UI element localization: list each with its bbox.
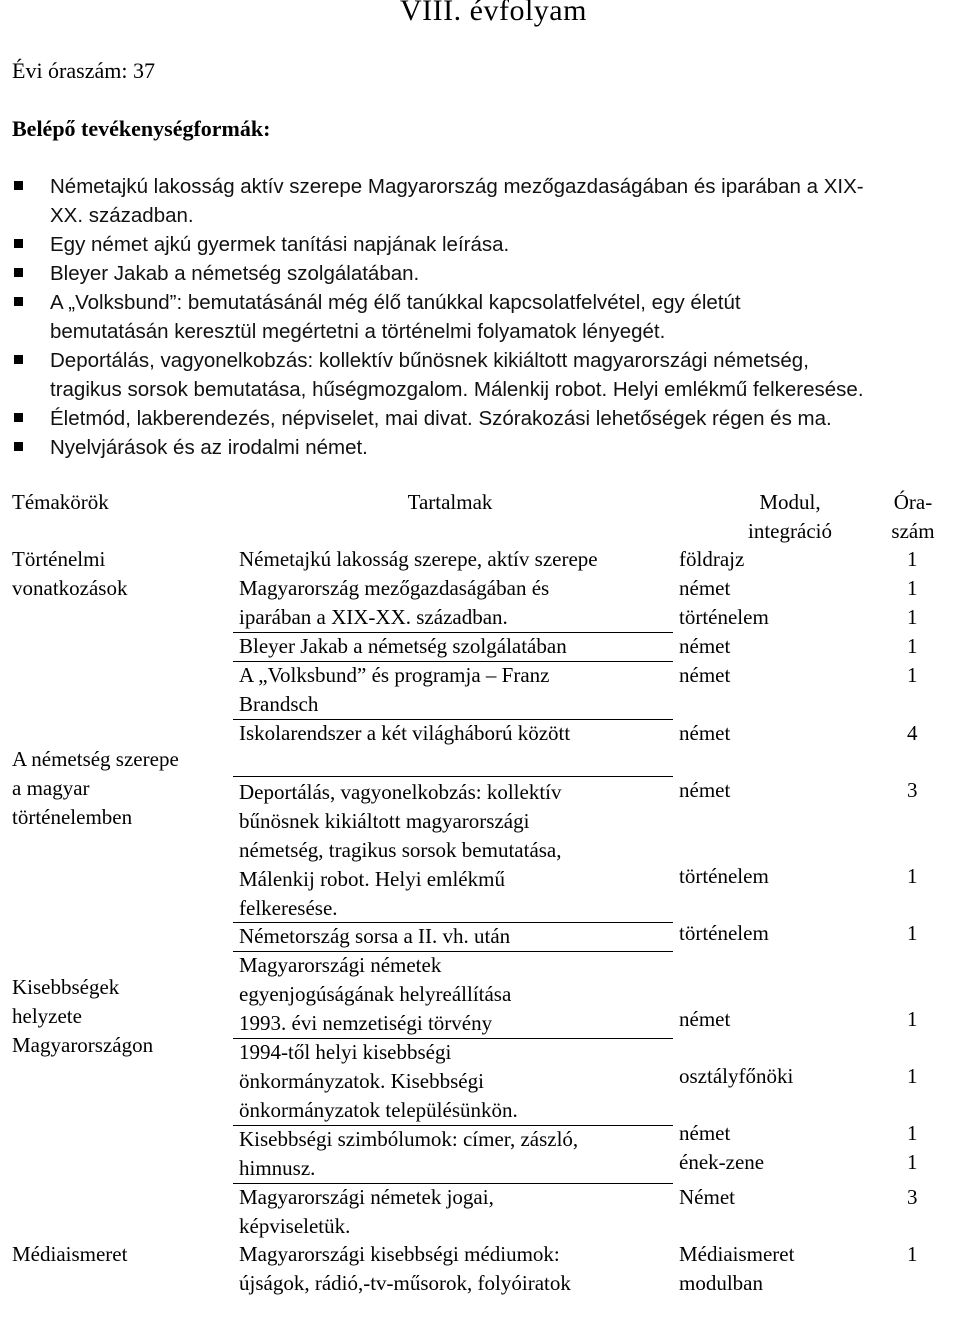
table-row-hours: 1: [907, 864, 918, 888]
header-contents: Tartalmak: [407, 490, 493, 514]
table-row-hours: 3: [907, 778, 918, 802]
table-row-hours: 1: [907, 634, 918, 658]
table-row-module: történelem: [679, 921, 769, 945]
table-row-hours: 1 1: [907, 1121, 918, 1174]
list-item-text: Bleyer Jakab a németség szolgálatában.: [50, 262, 420, 285]
header-topics: Témakörök: [12, 490, 109, 514]
table-row-content: Deportálás, vagyonelkobzás: kollektív bűnösnek kikiáltott magyarországi németség, tragikus sorsok bemutatása, Málenkij robot. Helyi emlékmű felkeresése.: [239, 780, 562, 920]
table-row-hours: 1: [907, 1064, 918, 1088]
table-row-content: 1994-től helyi kisebbségi önkormányzatok. Kisebbségi önkormányzatok településünkön.: [239, 1040, 518, 1122]
table-row-module: Német: [679, 1185, 735, 1209]
table-row-content: Magyarországi németek jogai, képviseletük.: [239, 1185, 494, 1238]
table-row-hours: 1 1 1: [907, 547, 918, 629]
list-item-text: A „Volksbund”: bemutatásánál még élő tanúkkal kapcsolatfelvétel, egy életút bemutatásán keresztül megértetni a történelmi folyamatok lényegét.: [50, 291, 741, 343]
table-row-module: német: [679, 778, 731, 802]
table-row-module: német: [679, 1007, 731, 1031]
table-row-module: történelem: [679, 864, 769, 888]
table-row-hours: 1: [907, 1007, 918, 1031]
table-row-content: Iskolarendszer a két világháború között: [239, 721, 571, 745]
table-row-content: Bleyer Jakab a németség szolgálatában: [239, 634, 567, 658]
table-row-content: Magyarországi kisebbségi médiumok: újságok, rádió,-tv-műsorok, folyóiratok: [239, 1242, 571, 1295]
header-module: Modul, integráció: [748, 490, 832, 543]
table-row-module: földrajz német történelem: [679, 547, 769, 629]
list-item-text: Németajkú lakosság aktív szerepe Magyarország mezőgazdaságában és iparában a XIX- XX. században.: [50, 175, 864, 227]
row-divider: [233, 776, 673, 777]
table-row-module: német: [679, 721, 731, 745]
table-row-hours: 4: [907, 721, 918, 745]
table-row-content: Németajkú lakosság szerepe, aktív szerepe Magyarország mezőgazdaságában és iparában a XIX-XX. században.: [239, 547, 598, 629]
list-item-text: Nyelvjárások és az irodalmi német.: [50, 436, 368, 459]
header-hours: Óra- szám: [891, 490, 935, 543]
page-title: VIII. évfolyam: [400, 0, 587, 27]
table-row-hours: 1: [907, 663, 918, 687]
annual-hours: Évi óraszám: 37: [12, 58, 155, 83]
table-row-content: Magyarországi németek egyenjogúságának helyreállítása 1993. évi nemzetiségi törvény: [239, 953, 512, 1035]
table-row-module: német: [679, 663, 731, 687]
list-item-text: Deportálás, vagyonelkobzás: kollektív bűnösnek kikiáltott magyarországi németség, tragikus sorsok bemutatása, hűségmozgalom. Málenkij robot. Helyi emlékmű felkeresése.: [50, 349, 864, 401]
topic-historical: Történelmi vonatkozások: [12, 547, 128, 600]
table-row-hours: 1: [907, 921, 918, 945]
topic-minorities: Kisebbségek helyzete Magyarországon: [12, 975, 154, 1057]
table-row-content: A „Volksbund” és programja – Franz Brandsch: [239, 663, 550, 716]
table-row-module: német ének-zene: [679, 1121, 765, 1174]
table-row-module: német: [679, 634, 731, 658]
table-row-module: osztályfőnöki: [679, 1064, 794, 1088]
table-row-module: Médiaismeret modulban: [679, 1242, 795, 1295]
table-row-hours: 3: [907, 1185, 918, 1209]
topic-media: Médiaismeret: [12, 1242, 128, 1266]
list-item-text: Életmód, lakberendezés, népviselet, mai divat. Szórakozási lehetőségek régen és ma.: [50, 407, 832, 430]
topic-german-role: A németség szerepe a magyar történelemben: [12, 747, 179, 829]
table-row-hours: 1: [907, 1242, 918, 1266]
table-row-content: Kisebbségi szimbólumok: címer, zászló, himnusz.: [239, 1127, 579, 1180]
activities-heading: Belépő tevékenységformák:: [12, 116, 271, 141]
list-item-text: Egy német ajkú gyermek tanítási napjának leírása.: [50, 233, 510, 256]
table-row-content: Németország sorsa a II. vh. után: [239, 924, 511, 948]
